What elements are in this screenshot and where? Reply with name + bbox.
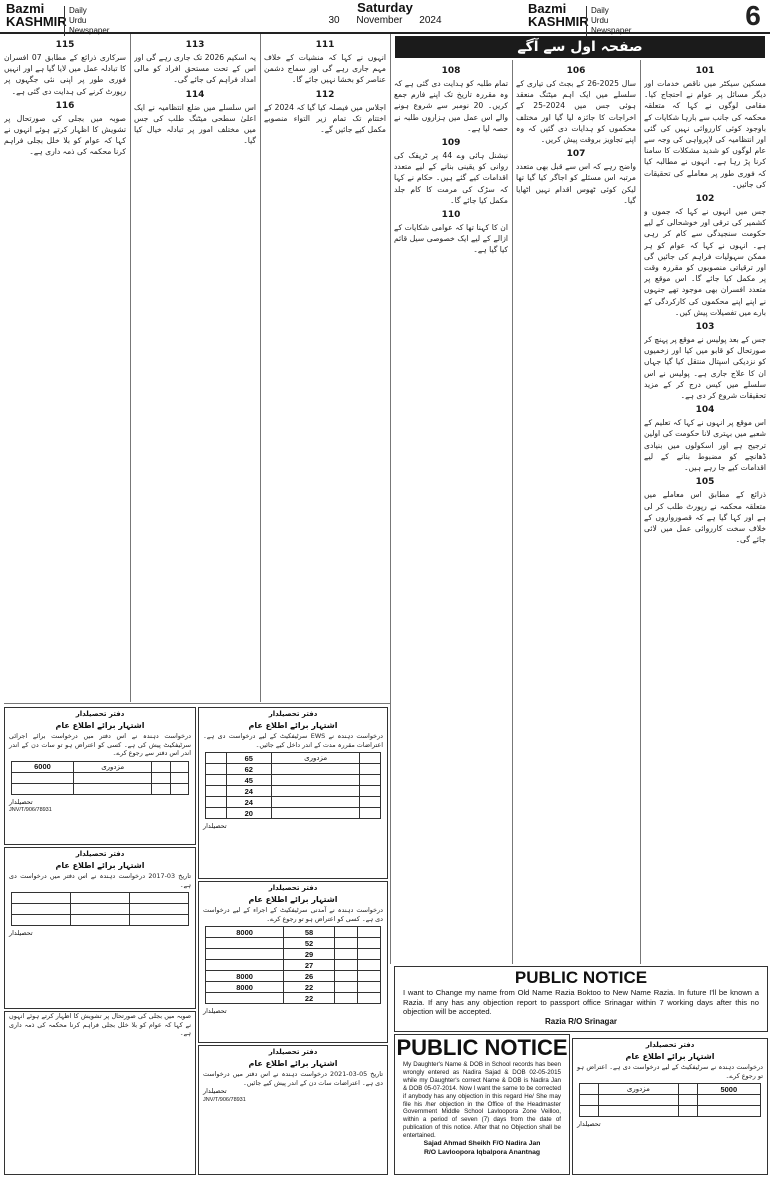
masthead: [0, 0, 770, 34]
notice-cell: [271, 786, 359, 797]
notice-body: تاریخ 03-2017 درخواست دہندہ نے اس دفتر میں درخواست دی ہے۔: [9, 872, 191, 889]
notice-sign: تحصیلدار: [9, 797, 33, 806]
notice-office: دفتر تحصیلدار: [75, 850, 125, 858]
notice-cell: [271, 775, 359, 786]
notice-table: [11, 761, 189, 795]
notice-cell: [152, 761, 170, 772]
notice-table: [205, 752, 381, 819]
notice-cell: 58: [284, 927, 335, 938]
notice-cell: [152, 783, 170, 794]
issue-day: Saturday: [357, 0, 413, 15]
continuation-text: نیشنل ہائی وے 44 پر ٹریفک کی روانی کو یقینی بنانے کے لیے متعدد اقدامات کیے گئے ہیں۔ حکام نے کہا کہ سڑک کی مرمت کا کام جلد مکمل کیا جائے گا۔: [394, 151, 508, 205]
continuation-number: 108: [441, 66, 461, 76]
issue-date: [240, 0, 530, 26]
notice-cell: مزدوری: [271, 753, 359, 764]
notice-cell: [334, 927, 357, 938]
continuation-number: 116: [55, 100, 75, 111]
legal-notice: [4, 847, 196, 1009]
continuation-number: 107: [566, 149, 586, 160]
notice-cell: [334, 938, 357, 949]
notice-cell: 52: [284, 938, 335, 949]
continuation-text: سال 2025-26 کے بجٹ کی تیاری کے سلسلے میں ایک اہم میٹنگ منعقد ہوئی جس میں 2024-25 کے اخراجات کا جائزہ لیا گیا اور مختلف محکموں کو ہدایات دی گئیں کہ وہ اپنے تجاویز بروقت پیش کریں۔: [516, 79, 636, 145]
article-column-5: [134, 36, 256, 700]
notice-cell: [206, 775, 227, 786]
notice-cell: [697, 1106, 760, 1117]
public-notice-name-change: [394, 966, 768, 1032]
continuation-number: 111: [315, 40, 335, 50]
continuation-text: جس میں انہوں نے کہا کہ جموں و کشمیر کی ترقی اور خوشحالی کے لیے حکومت سنجیدگی سے کام کر رہی ہے۔ انہوں نے کہا کہ عوام کو ہر ممکن سہولیات فراہم کی جائیں گی اور ترقیاتی منصوبوں کو مقررہ وقت پر مکمل کیا جائے گا۔ اس موقع پر متعدد افسران بھی موجود تھے جنہوں نے اپنے اپنے محکموں کی کارکردگی کے بارے میں تفصیلات پیش کیں۔: [644, 207, 766, 317]
page-number: 6: [745, 0, 761, 31]
public-notice-title: PUBLIC NOTICE: [514, 968, 648, 987]
notice-sign: تحصیلدار: [203, 822, 227, 831]
notice-cell: مزدوری: [73, 761, 151, 772]
column-rule: [390, 34, 391, 964]
notice-cell: 20: [226, 808, 271, 819]
notice-cell: [357, 960, 380, 971]
brand-sub: [64, 6, 109, 36]
legal-notice: [198, 707, 388, 879]
continuation-text: اس موقع پر انہوں نے کہا کہ تعلیم کے شعبے میں بہتری لانا حکومت کی اولین ترجیح ہے اور اسکولوں میں بنیادی ڈھانچے کو مضبوط بنانے کے لیے اقدامات کیے جا رہے ہیں۔: [644, 418, 766, 473]
public-notice-signature: Razia R/O Srinagar: [544, 1016, 618, 1026]
notice-cell: [357, 938, 380, 949]
notice-cell: 8000: [206, 927, 284, 938]
continuation-text: ذرائع کے مطابق اس معاملے میں متعلقہ محکمہ نے رپورٹ طلب کر لی ہے اور کہا گیا ہے کہ قصورواروں کے خلاف سخت کارروائی عمل میں لائی جائے گی۔: [644, 490, 766, 545]
notice-cell: [334, 982, 357, 993]
column-rule: [640, 60, 641, 964]
notice-cell: 5000: [697, 1084, 760, 1095]
brand-line2: KASHMIR: [6, 14, 67, 29]
notice-cell: 65: [226, 753, 271, 764]
brand-line2: KASHMIR: [528, 14, 589, 29]
notice-cell: [206, 808, 227, 819]
notice-cell: [678, 1106, 697, 1117]
notice-cell: [206, 764, 227, 775]
column-rule: [130, 34, 131, 702]
notice-cell: 62: [226, 764, 271, 775]
notice-cell: [12, 893, 71, 904]
brand-left: [6, 1, 110, 35]
article-column-3: [394, 62, 508, 962]
notice-cell: [357, 971, 380, 982]
notice-cell: [206, 938, 284, 949]
notice-cell: 24: [226, 797, 271, 808]
column-rule: [512, 60, 513, 964]
notice-cell: [357, 993, 380, 1004]
notice-cell: [12, 904, 71, 915]
brand-sub-line2: Urdu Newspaper: [591, 16, 632, 35]
notice-cell: [152, 772, 170, 783]
public-notice-text: My Daughter's Name & DOB in School records has been wrongly entered as Nadira Sajad & DOB 02-05-2015 while my Daughter's correct Name & DOB is Nadira Jan & DOB 05-07-2014. Now I want the same to be corrected if anybody has any objection in this regard He/ She may file his /her objection in the Office of the Headmaster Government Middle School Lavloopora Zone Veilloo, within a period of seven (7) days from the date of publication of this notice. After that no Objection shall be entertained.: [403, 1061, 561, 1140]
notice-cell: [71, 904, 130, 915]
public-notice-text: I want to Change my name from Old Name Razia Boktoo to New Name Razia. In future I'll be known a Razia. If any has any objection report to passport office Srinagar within 7 working days after this no objection will be accepted.: [403, 988, 759, 1017]
notice-cell: [271, 797, 359, 808]
notice-cell: [12, 915, 71, 926]
notice-cell: 27: [284, 960, 335, 971]
article-column-2: [516, 62, 636, 962]
notice-cell: [12, 772, 74, 783]
public-notice-dob-correction: [394, 1034, 570, 1175]
notice-cell: [360, 808, 381, 819]
continuation-number: 105: [695, 477, 715, 488]
notice-cell: [357, 949, 380, 960]
continuation-number: 112: [315, 89, 335, 100]
notice-cell: [598, 1106, 678, 1117]
notice-heading: اشتہار برائے اطلاع عام: [248, 721, 338, 730]
brand-sub-line2: Urdu Newspaper: [69, 16, 110, 35]
notice-cell: [334, 960, 357, 971]
notice-cell: [360, 775, 381, 786]
notice-body: درخواست دہندہ نے EWS سرٹیفکیٹ کے لیے درخواست دی ہے۔ اعتراضات مقررہ مدت کے اندر داخل کیے جائیں۔: [203, 732, 384, 749]
notice-body: تاریخ 05-03-2021 درخواست دہندہ نے اس دفتر میں درخواست دی ہے۔ اعتراضات سات دن کے اندر پیش کیے جائیں۔: [203, 1070, 383, 1087]
notice-cell: [130, 893, 189, 904]
continuation-number: 101: [695, 66, 715, 76]
notice-cell: [206, 949, 284, 960]
legal-notice: [198, 1045, 388, 1175]
notice-cell: [206, 993, 284, 1004]
notice-cell: [357, 927, 380, 938]
continuation-number: 113: [185, 40, 205, 50]
notice-cell: [360, 786, 381, 797]
continuation-text: یہ اسکیم 2026 تک جاری رہے گی اور اس کے تحت مستحق افراد کو مالی امداد فراہم کی جائے گی۔: [134, 53, 256, 85]
section-rule: [4, 703, 390, 704]
continuation-text: ان کا کہنا تھا کہ عوامی شکایات کے ازالے کے لیے ایک خصوصی سیل قائم کیا گیا ہے۔: [394, 223, 508, 255]
continuation-number: 104: [695, 405, 715, 416]
brand-right: [528, 1, 632, 35]
legal-notice: [572, 1038, 768, 1175]
notice-cell: [697, 1095, 760, 1106]
continuation-number: 102: [695, 194, 715, 205]
continuation-text: سرکاری ذرائع کے مطابق 07 افسران کا تبادلہ عمل میں لایا گیا ہے اور انہیں فوری طور پر اپنی نئی جگہوں پر رپورٹ کرنے کی ہدایت دی گئی ہے۔: [4, 53, 126, 96]
notice-cell: [360, 797, 381, 808]
notice-cell: [360, 764, 381, 775]
continuation-text: تمام طلبہ کو ہدایت دی گئی ہے کہ وہ مقررہ تاریخ تک اپنے فارم جمع کریں۔ 20 نومبر سے شروع ہونے والے اس عمل میں ہزاروں طلبہ نے حصہ لیا ہے۔: [394, 79, 508, 133]
continuation-number: 115: [55, 40, 75, 50]
notice-cell: 24: [226, 786, 271, 797]
notice-cell: [357, 982, 380, 993]
notice-cell: [206, 960, 284, 971]
continuation-text: جس کے بعد پولیس نے موقع پر پہنچ کر صورتحال کو قابو میں کیا اور زخمیوں کو نزدیکی اسپتال منتقل کیا گیا جہاں ان کا علاج جاری ہے۔ پولیس نے اس سلسلے میں کیس درج کر کے مزید تحقیقات شروع کر دی ہے۔: [644, 335, 766, 401]
notice-body: درخواست دہندہ نے سرٹیفکیٹ کے لیے درخواست دی ہے۔ اعتراض ہو تو رجوع کرے۔: [577, 1063, 763, 1080]
column-rule: [260, 34, 261, 702]
notice-cell: 6000: [12, 761, 74, 772]
notice-cell: [73, 783, 151, 794]
notice-cell: [598, 1095, 678, 1106]
notice-heading: اشتہار برائے اطلاع عام: [55, 861, 145, 870]
issue-date-text: 30 November 2024: [328, 15, 442, 26]
continuation-number: 114: [185, 89, 205, 100]
continuation-number: 106: [566, 66, 586, 76]
notice-office: دفتر تحصیلدار: [268, 1048, 318, 1056]
notice-cell: [12, 783, 74, 794]
notice-cell: [130, 904, 189, 915]
notice-cell: [271, 808, 359, 819]
brand-sub-line1: Daily: [69, 6, 87, 15]
public-notice-signature: R/O Lavloopora Iqbalpora Anantnag: [423, 1148, 541, 1156]
notice-cell: مزدوری: [598, 1084, 678, 1095]
notice-cell: [580, 1095, 599, 1106]
notice-cell: [580, 1106, 599, 1117]
notice-cell: [580, 1084, 599, 1095]
continuation-number: 109: [441, 138, 461, 149]
article-column-1: [644, 62, 766, 962]
notice-cell: [71, 915, 130, 926]
notice-cell: 8000: [206, 971, 284, 982]
notice-cell: [334, 993, 357, 1004]
legal-notice: [4, 707, 196, 845]
brand-line1: Bazmi: [6, 1, 45, 16]
notice-cell: [271, 764, 359, 775]
notice-cell: [170, 772, 188, 783]
notice-sign: تحصیلدار: [577, 1120, 601, 1129]
notice-cell: [206, 786, 227, 797]
continuation-text: واضح رہے کہ اس سے قبل بھی متعدد مرتبہ اس مسئلے کو اجاگر کیا گیا تھا لیکن کوئی ٹھوس اقدام نہیں اٹھایا گیا۔: [516, 162, 636, 205]
notice-cell: 29: [284, 949, 335, 960]
legal-notice: [198, 881, 388, 1043]
brand-sub-line1: Daily: [591, 6, 609, 15]
notice-cell: 22: [284, 982, 335, 993]
notice-cell: [206, 797, 227, 808]
notice-heading: اشتہار برائے اطلاع عام: [248, 1059, 338, 1068]
notice-office: دفتر تحصیلدار: [75, 710, 125, 718]
continuation-text: مسکین سیکٹر میں ناقص خدمات اور دیگر مسائل پر عوام نے احتجاج کیا۔ مقامی لوگوں نے کہا کہ متعلقہ محکمہ کی جانب سے بارہا شکایات کے باوجود کوئی کارروائی نہیں کی گئی اور انتظامیہ کی لاپرواہی کی وجہ سے عام لوگوں کو شدید مشکلات کا سامنا کرنا پڑ رہا ہے۔ انہوں نے مطالبہ کیا کہ فوری طور پر معاملے کی تحقیقات کی جائیں۔: [644, 79, 766, 189]
notice-heading: اشتہار برائے اطلاع عام: [625, 1052, 715, 1061]
notice-sign: تحصیلدار: [203, 1087, 227, 1096]
notice-cell: [206, 753, 227, 764]
notice-body: درخواست دہندہ نے اس دفتر میں درخواست برائے اجرائی سرٹیفکیٹ پیش کی ہے۔ کسی کو اعتراض ہو تو سات دن کے اندر اندر اس دفتر سے رجوع کرے۔: [9, 732, 191, 758]
notice-heading: اشتہار برائے اطلاع عام: [248, 895, 338, 904]
notice-body: صوبہ میں بجلی کی صورتحال پر تشویش کا اظہار کرتے ہوئے انہوں نے کہا کہ عوام کو بلا خلل بجلی فراہم کرنا محکمہ کی ذمہ داری ہے۔: [9, 1012, 191, 1038]
notice-cell: [360, 753, 381, 764]
notice-cell: [170, 761, 188, 772]
notice-table: [11, 892, 189, 926]
notice-cell: [678, 1084, 697, 1095]
public-notice-title: PUBLIC NOTICE: [396, 1035, 568, 1060]
notice-sign: تحصیلدار: [203, 1007, 227, 1016]
notice-cell: [71, 893, 130, 904]
notice-office: دفتر تحصیلدار: [268, 710, 318, 718]
public-notice-signature: Sajad Ahmad Sheikh F/O Nadira Jan: [423, 1140, 541, 1148]
legal-notice: [4, 1011, 196, 1175]
continuation-number: 110: [441, 210, 461, 221]
notice-office: دفتر تحصیلدار: [268, 884, 318, 892]
article-column-6: [4, 36, 126, 700]
notice-body: درخواست دہندہ نے آمدنی سرٹیفکیٹ کے اجراء کے لیے درخواست دی ہے۔ کسی کو اعتراض ہو تو رجوع کرے۔: [203, 906, 383, 923]
article-column-4: [264, 36, 386, 700]
continuation-text: صوبہ میں بجلی کی صورتحال پر تشویش کا اظہار کرتے ہوئے انہوں نے کہا کہ عوام کو بلا خلل بجلی فراہم کرنا محکمہ کی ذمہ داری ہے۔: [4, 113, 126, 157]
notice-code: JNV/T/906/78931: [9, 807, 52, 814]
notice-heading: اشتہار برائے اطلاع عام: [55, 721, 145, 730]
brand-line1: Bazmi: [528, 1, 567, 16]
notice-cell: [73, 772, 151, 783]
notice-cell: [678, 1095, 697, 1106]
notice-cell: [170, 783, 188, 794]
notice-cell: 22: [284, 993, 335, 1004]
notice-table: [205, 926, 381, 1004]
notice-sign: تحصیلدار: [9, 929, 33, 938]
continuation-text: اس سلسلے میں ضلع انتظامیہ نے ایک اعلیٰ سطحی میٹنگ طلب کی جس میں مختلف امور پر تبادلہ خیال کیا گیا۔: [134, 102, 256, 146]
brand-sub: [586, 6, 631, 36]
notice-table: [579, 1083, 761, 1117]
continuation-text: اجلاس میں فیصلہ کیا گیا کہ 2024 کے اختتام تک تمام زیر التواء منصوبے مکمل کیے جائیں گے۔: [264, 102, 386, 135]
section-header: صفحہ اول سے آگے: [395, 36, 765, 58]
notice-cell: [334, 971, 357, 982]
notice-cell: 8000: [206, 982, 284, 993]
notice-cell: 45: [226, 775, 271, 786]
continuation-number: 103: [695, 322, 715, 333]
notice-code: JNV/T/906/78931: [203, 1096, 246, 1103]
notice-cell: [334, 949, 357, 960]
continuation-text: انہوں نے کہا کہ منشیات کے خلاف مہم جاری رہے گی اور سماج دشمن عناصر کو بخشا نہیں جائے گا۔: [264, 53, 386, 85]
notice-cell: 26: [284, 971, 335, 982]
notice-office: دفتر تحصیلدار: [645, 1041, 695, 1049]
notice-cell: [130, 915, 189, 926]
